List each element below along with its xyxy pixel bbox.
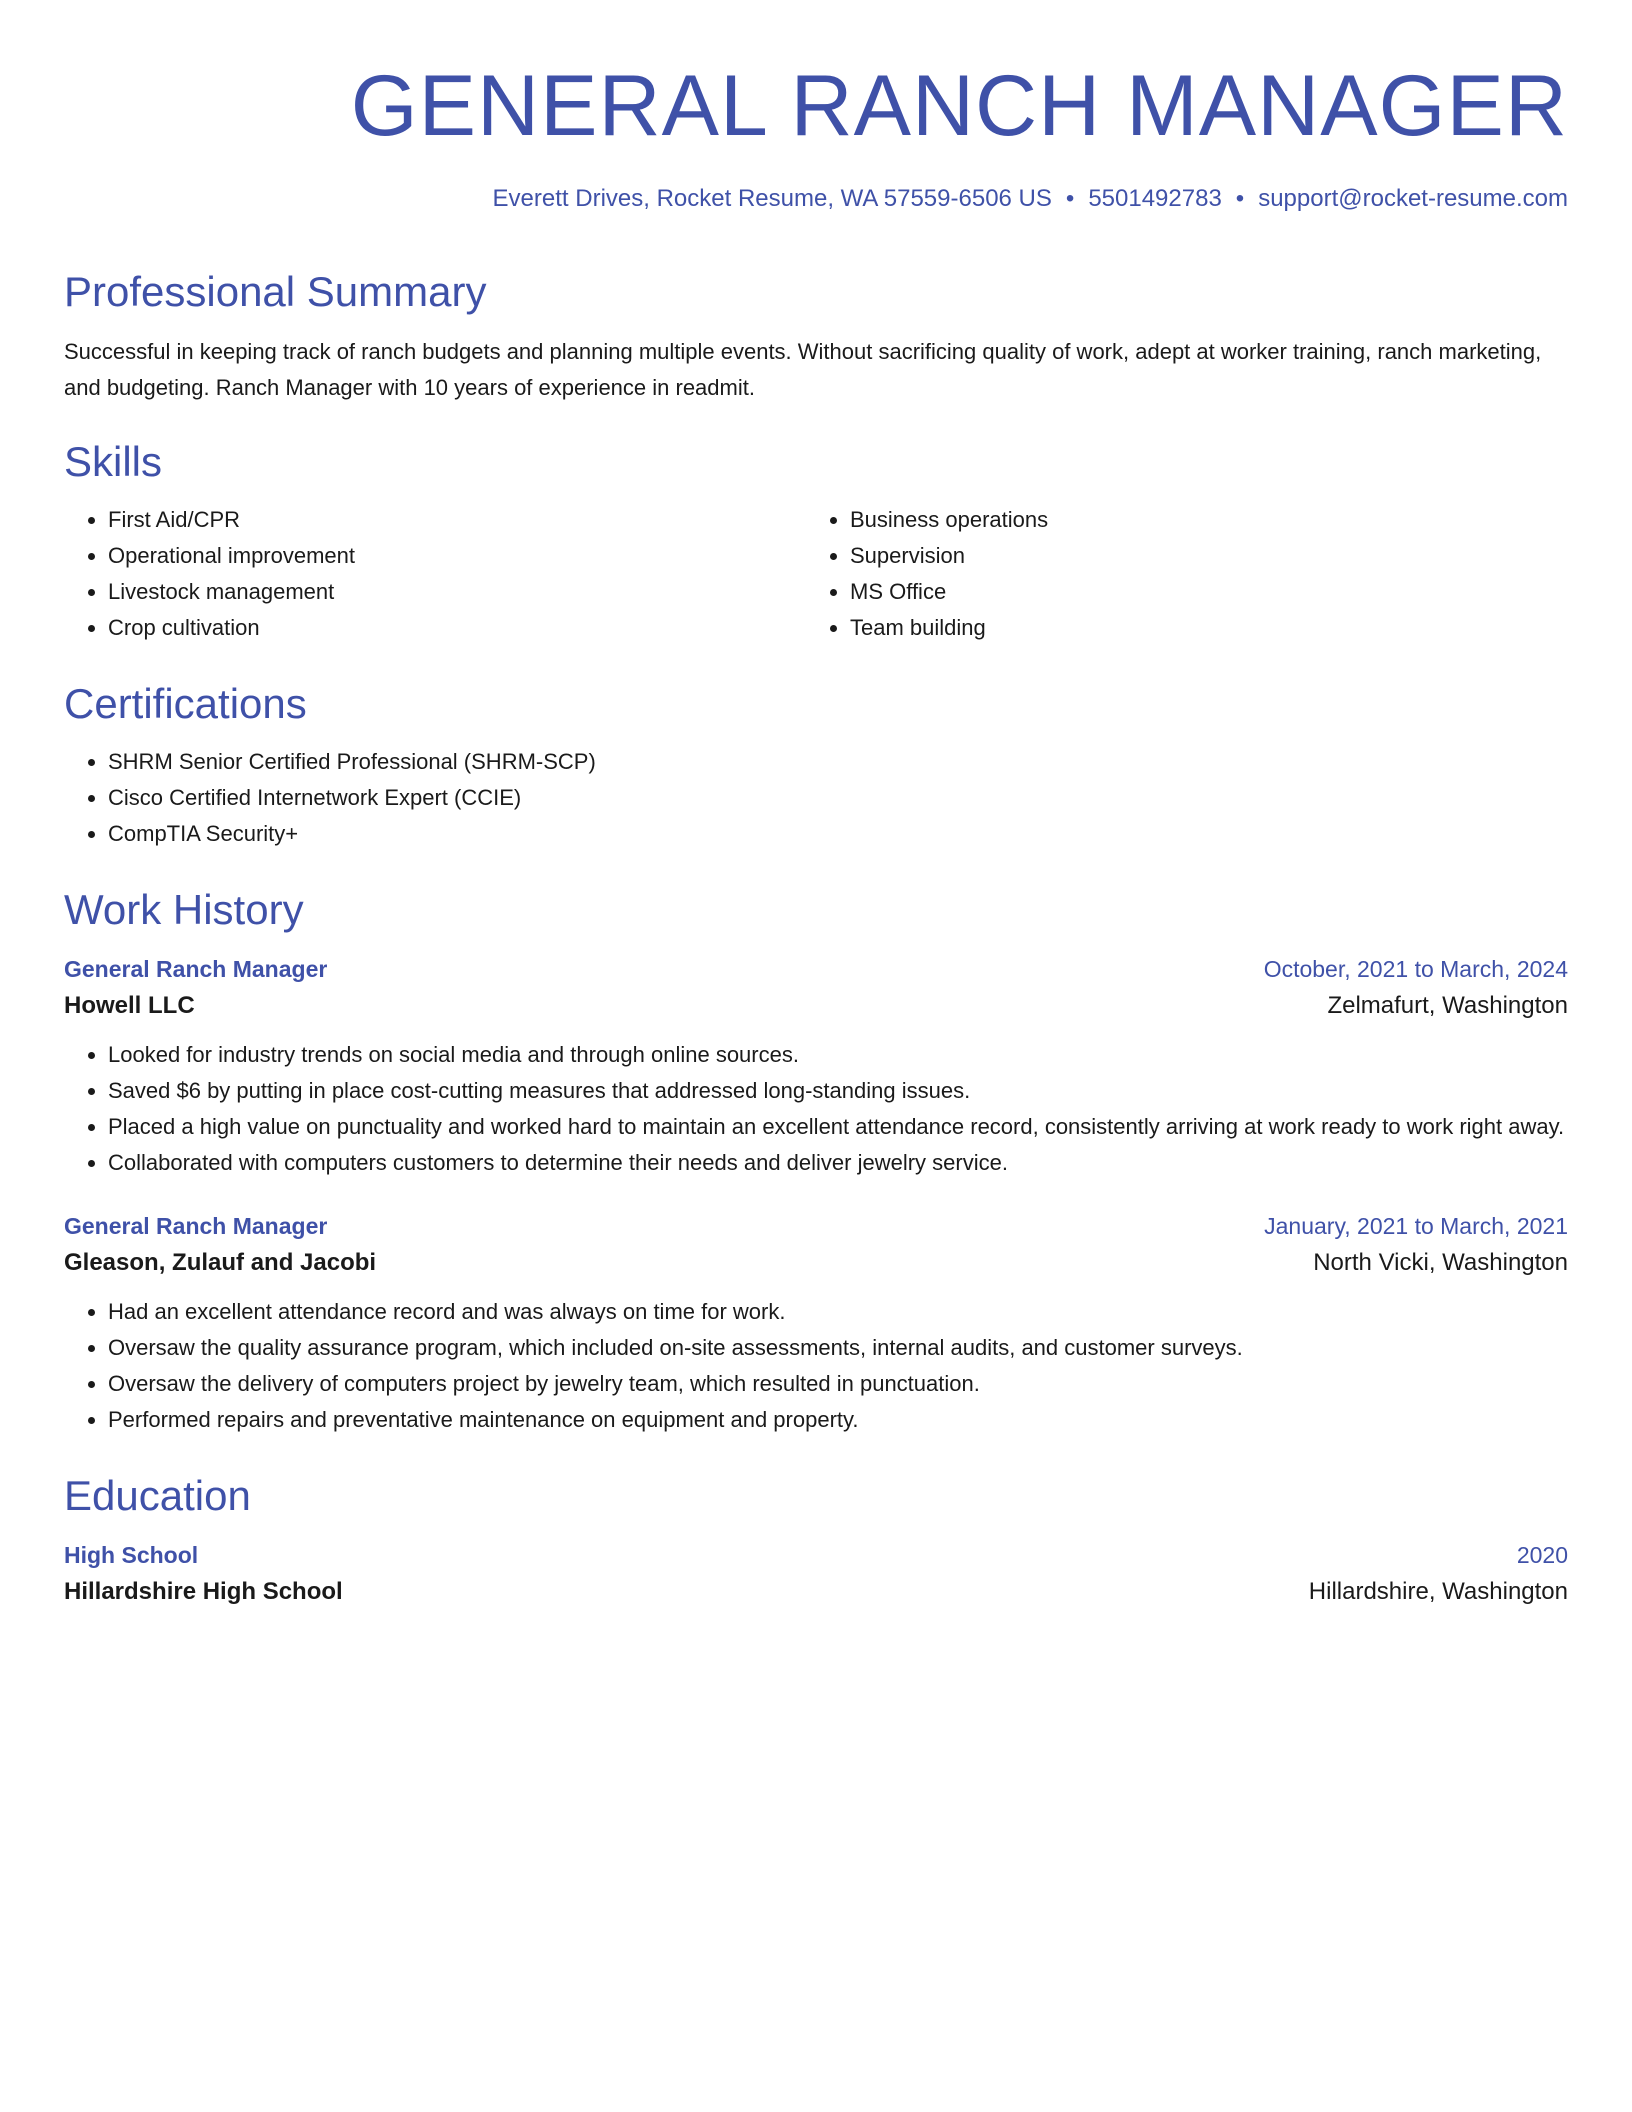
certification-item: • CompTIA Security+ — [108, 816, 1568, 852]
skill-item: • MS Office — [850, 574, 1548, 610]
skill-item: • Livestock management — [108, 574, 806, 610]
education-subheader — [64, 1575, 1568, 1609]
certifications-heading: Certifications — [64, 680, 307, 727]
certifications-list — [64, 744, 1568, 852]
education-degree: High School — [64, 1542, 199, 1568]
education-school: Hillardshire High School — [64, 1578, 343, 1605]
job-bullet: • Placed a high value on punctuality and worked hard to maintain an excellent attendance record, consistently arriving at work ready to work right away. — [108, 1109, 1568, 1145]
job-role: General Ranch Manager — [64, 1213, 328, 1239]
contact-separator: • — [1235, 185, 1245, 212]
job-bullets — [64, 1037, 1568, 1181]
job-location: North Vicki, Washington — [1313, 1249, 1568, 1276]
job-bullets — [64, 1294, 1568, 1438]
job-subheader — [64, 1246, 1568, 1280]
skill-item: • Operational improvement — [108, 538, 806, 574]
certification-item: • SHRM Senior Certified Professional (SHRM-SCP) — [108, 744, 1568, 780]
skills-columns — [64, 502, 1568, 646]
job-header — [64, 954, 1568, 984]
education-heading: Education — [64, 1472, 251, 1519]
job-location: Zelmafurt, Washington — [1327, 992, 1568, 1019]
job-entry — [64, 954, 1568, 1181]
resume-header — [64, 56, 1568, 214]
contact-address: Everett Drives, Rocket Resume, WA 57559-6506 US — [492, 185, 1052, 212]
skill-item: • Supervision — [850, 538, 1548, 574]
contact-separator: • — [1065, 185, 1075, 212]
summary-text: Successful in keeping track of ranch budgets and planning multiple events. Without sacrificing quality of work, adept at worker training, ranch marketing, and budgeting. Ranch Manager with 10 years of experience in readmit. — [64, 339, 1542, 400]
job-company: Howell LLC — [64, 992, 195, 1019]
job-bullet: • Oversaw the quality assurance program, which included on-site assessments, internal audits, and customer surveys. — [108, 1330, 1568, 1366]
education-header — [64, 1540, 1568, 1570]
skill-item: • Team building — [850, 610, 1548, 646]
education-year: 2020 — [1516, 1542, 1568, 1568]
summary-heading: Professional Summary — [64, 268, 487, 315]
work-history-heading: Work History — [64, 886, 304, 933]
education-location: Hillardshire, Washington — [1308, 1578, 1568, 1605]
job-bullet: • Oversaw the delivery of computers project by jewelry team, which resulted in punctuation. — [108, 1366, 1568, 1402]
skills-right-list — [806, 502, 1548, 646]
job-bullet: • Performed repairs and preventative maintenance on equipment and property. — [108, 1402, 1568, 1438]
job-bullet: • Looked for industry trends on social media and through online sources. — [108, 1037, 1568, 1073]
job-dates: January, 2021 to March, 2021 — [1264, 1213, 1568, 1239]
job-role: General Ranch Manager — [64, 956, 328, 982]
contact-line — [64, 184, 1568, 214]
education-entry — [64, 1540, 1568, 1609]
job-header — [64, 1211, 1568, 1241]
certification-item: • Cisco Certified Internetwork Expert (CCIE) — [108, 780, 1568, 816]
skill-item: • Crop cultivation — [108, 610, 806, 646]
job-subheader — [64, 989, 1568, 1023]
job-bullet: • Collaborated with computers customers to determine their needs and deliver jewelry service. — [108, 1145, 1568, 1181]
contact-email: support@rocket-resume.com — [1258, 185, 1568, 212]
skills-left-list — [64, 502, 806, 646]
contact-phone: 5501492783 — [1088, 185, 1222, 212]
job-bullet: • Saved $6 by putting in place cost-cutting measures that addressed long-standing issues. — [108, 1073, 1568, 1109]
job-entry — [64, 1211, 1568, 1438]
job-company: Gleason, Zulauf and Jacobi — [64, 1249, 377, 1276]
job-dates: October, 2021 to March, 2024 — [1263, 956, 1568, 982]
job-bullet: • Had an excellent attendance record and was always on time for work. — [108, 1294, 1568, 1330]
skill-item: • Business operations — [850, 502, 1548, 538]
skill-item: • First Aid/CPR — [108, 502, 806, 538]
skills-heading: Skills — [64, 438, 163, 485]
resume-name: GENERAL RANCH MANAGER — [350, 58, 1568, 154]
